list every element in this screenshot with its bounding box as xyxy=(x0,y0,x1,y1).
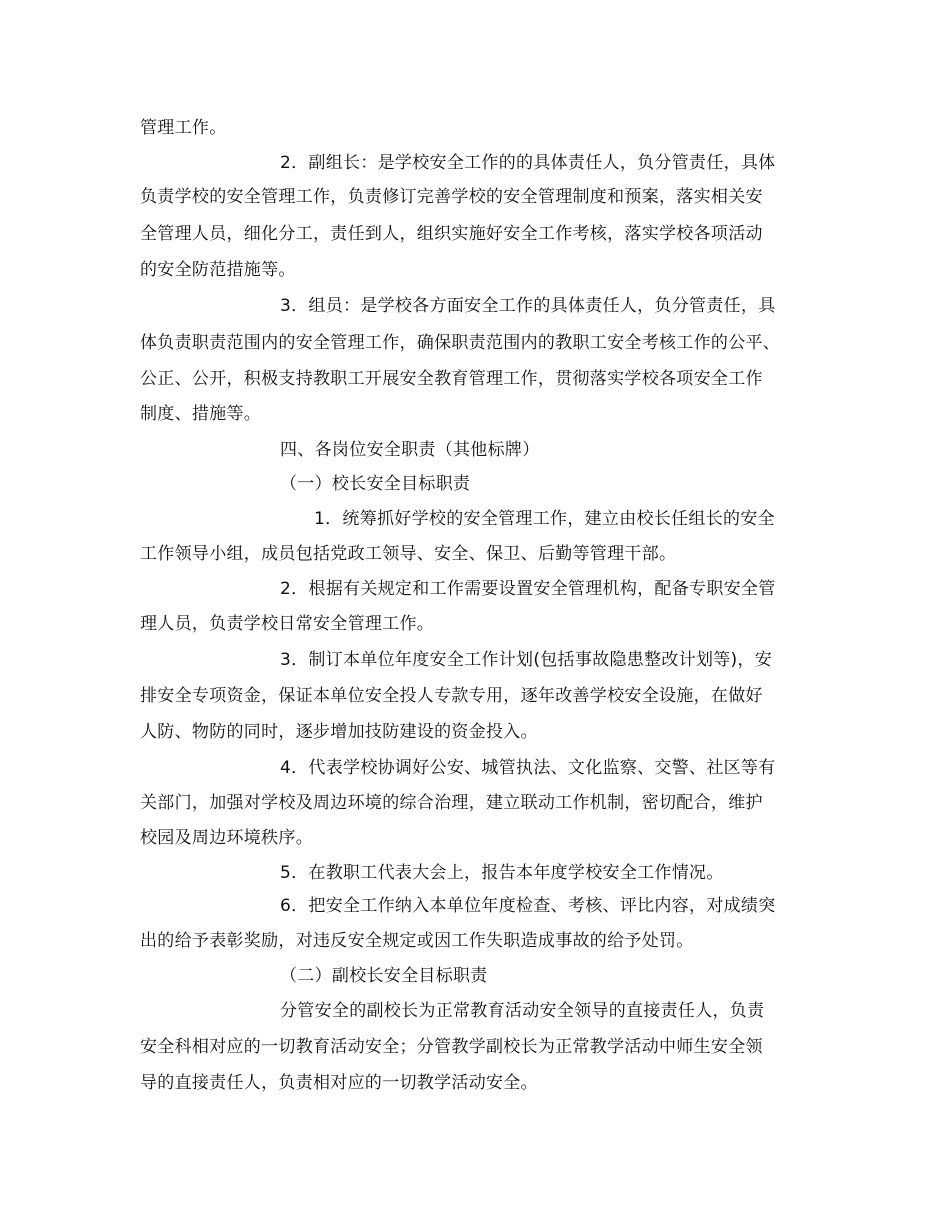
text-line: 关部门，加强对学校及周边环境的综合治理，建立联动工作机制，密切配合，维护 xyxy=(140,793,763,813)
text-line: 4．代表学校协调好公安、城管执法、文化监察、交警、社区等有 xyxy=(280,758,776,778)
subsection-heading: （二）副校长安全目标职责 xyxy=(280,966,488,986)
text-line: 理人员，负责学校日常安全管理工作。 xyxy=(140,614,435,634)
text-line: 排安全专项资金，保证本单位安全投人专款专用，逐年改善学校安全设施，在做好 xyxy=(140,686,763,706)
text-line: 3．组员：是学校各方面安全工作的具体责任人，负分管责任，具 xyxy=(280,296,776,316)
text-line: 2．副组长：是学校安全工作的的具体责任人，负分管责任，具体 xyxy=(280,153,776,173)
text-line: 全管理人员，细化分工，责任到人，组织实施好安全工作考核，落实学校各项活动 xyxy=(140,224,763,244)
text-line: 的安全防范措施等。 xyxy=(140,260,296,280)
text-line: 1．统筹抓好学校的安全管理工作，建立由校长任组长的安全 xyxy=(314,509,775,529)
section-heading: 四、各岗位安全职责（其他标牌） xyxy=(280,440,540,460)
text-line: 出的给予表彰奖励，对违反安全规定或因工作失职造成事故的给予处罚。 xyxy=(140,931,694,951)
text-line: 负责学校的安全管理工作，负责修订完善学校的安全管理制度和预案，落实相关安 xyxy=(140,187,763,207)
subsection-heading: （一）校长安全目标职责 xyxy=(280,474,471,494)
text-line: 安全科相对应的一切教育活动安全；分管教学副校长为正常教学活动中师生安全领 xyxy=(140,1037,763,1057)
text-line: 人防、物防的同时，逐步增加技防建设的资金投入。 xyxy=(140,722,538,742)
text-line: 制度、措施等。 xyxy=(140,404,262,424)
text-line: 5．在教职工代表大会上，报告本年度学校安全工作情况。 xyxy=(280,863,724,883)
text-line: 管理工作。 xyxy=(140,118,227,138)
text-line: 公正、公开，积极支持教职工开展安全教育管理工作，贯彻落实学校各项安全工作 xyxy=(140,369,763,389)
text-line: 导的直接责任人，负责相对应的一切教学活动安全。 xyxy=(140,1073,538,1093)
text-line: 6．把安全工作纳入本单位年度检查、考核、评比内容，对成绩突 xyxy=(280,896,776,916)
text-line: 2．根据有关规定和工作需要设置安全管理机构，配备专职安全管 xyxy=(280,579,776,599)
text-line: 体负责职责范围内的安全管理工作，确保职责范围内的教职工安全考核工作的公平、 xyxy=(140,333,781,353)
text-line: 分管安全的副校长为正常教育活动安全领导的直接责任人，负责 xyxy=(280,1001,765,1021)
text-line: 工作领导小组，成员包括党政工领导、安全、保卫、后勤等管理干部。 xyxy=(140,544,677,564)
text-line: 3．制订本单位年度安全工作计划(包括事故隐患整改计划等)，安 xyxy=(280,650,773,670)
text-line: 校园及周边环境秩序。 xyxy=(140,828,313,848)
